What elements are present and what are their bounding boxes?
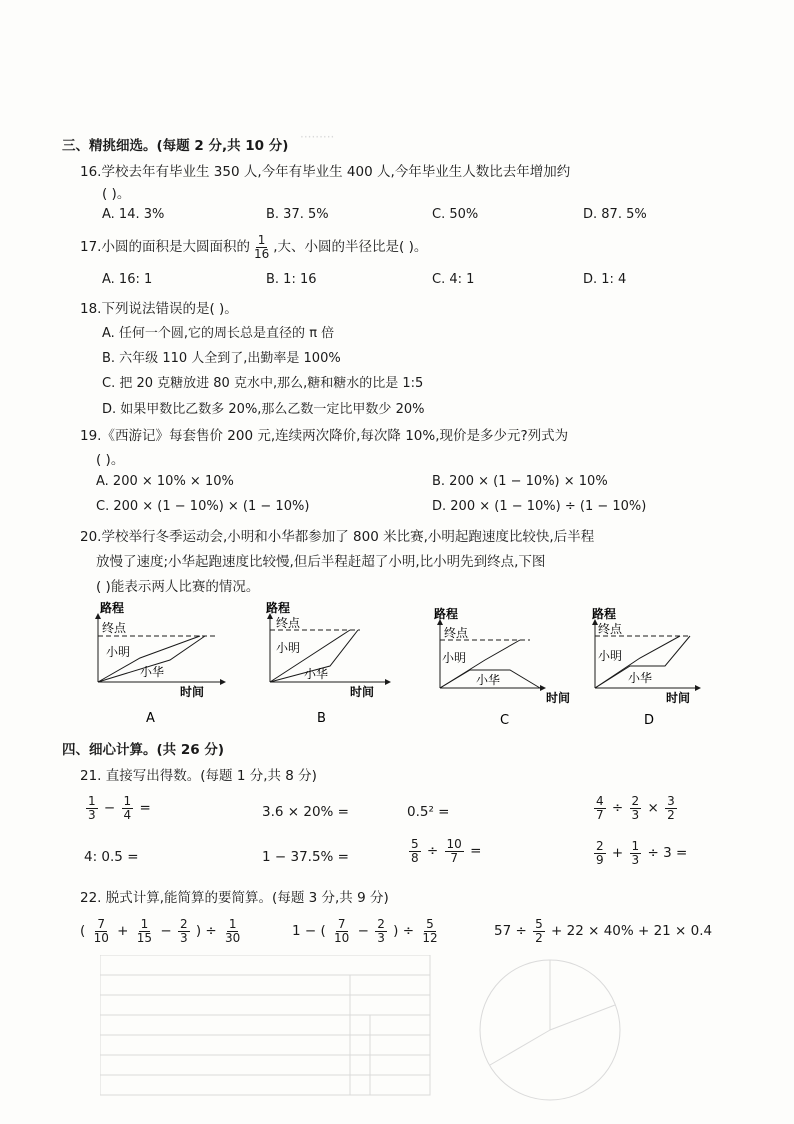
q22-title: 22. 脱式计算,能简算的要简算。(每题 3 分,共 9 分) xyxy=(80,890,389,906)
q22-expr-2: 1 − ( $\frac{7}{10}$ − $\frac{2}{3}$ ) ÷ $\frac{5}{12}$ xyxy=(292,917,438,945)
graph-d-y-label: 路程 xyxy=(592,607,617,621)
q16-stem: 16.学校去年有毕业生 350 人,今年有毕业生 400 人,今年毕业生人数比去年增加约 xyxy=(80,164,571,180)
graph-a-x-label: 时间 xyxy=(180,685,205,699)
q19-option-d: D. 200 × (1 − 10%) ÷ (1 − 10%) xyxy=(432,499,647,514)
q21-expr-3: 0.5² = xyxy=(407,804,450,820)
bleed-text: ········· xyxy=(300,130,335,144)
q17-option-a: A. 16: 1 xyxy=(102,272,153,287)
graph-c-y-label: 路程 xyxy=(434,607,459,621)
graph-c-hua: 小华 xyxy=(476,673,501,687)
graph-b-hua: 小华 xyxy=(304,667,329,681)
graph-a-hua: 小华 xyxy=(140,665,165,679)
graph-d-ming: 小明 xyxy=(598,649,623,663)
graph-c-end: 终点 xyxy=(444,626,469,640)
graph-d-end: 终点 xyxy=(598,622,623,636)
q21-expr-1: $\frac{1}{3}$ − $\frac{1}{4}$ = xyxy=(88,794,151,822)
q17-stem: 17.小圆的面积是大圆面积的 $\frac{1}{16}$ ,大、小圆的半径比是( )。 xyxy=(80,233,428,261)
graph-d-hua: 小华 xyxy=(628,671,653,685)
graph-b-end: 终点 xyxy=(276,616,301,630)
q18-option-c: C. 把 20 克糖放进 80 克水中,那么,糖和糖水的比是 1:5 xyxy=(102,376,424,391)
graph-c-ming: 小明 xyxy=(442,651,467,665)
q22-expr-3: 57 ÷ $\frac{5}{2}$ + 22 × 40% + 21 × 0.4 xyxy=(494,917,713,945)
q19-blank: ( )。 xyxy=(96,452,125,468)
q21-expr-7: $\frac{5}{8}$ ÷ $\frac{10}{7}$ = xyxy=(411,837,482,865)
q22-expr-1: ( $\frac{7}{10}$ + $\frac{1}{15}$ − $\frac{2}{3}$ ) ÷ $\frac{1}{30}$ xyxy=(80,917,241,945)
q16-option-a: A. 14. 3% xyxy=(102,207,165,222)
q20-line3: ( )能表示两人比赛的情况。 xyxy=(96,579,260,595)
bleed-through-graphics xyxy=(100,955,700,1105)
q21-title: 21. 直接写出得数。(每题 1 分,共 8 分) xyxy=(80,768,317,784)
q20-line1: 20.学校举行冬季运动会,小明和小华都参加了 800 米比赛,小明起跑速度比较快,后半程 xyxy=(80,529,595,545)
q19-option-c: C. 200 × (1 − 10%) × (1 − 10%) xyxy=(96,499,310,514)
graph-b-label: B xyxy=(317,711,326,726)
q16-option-c: C. 50% xyxy=(432,207,479,222)
q18-stem: 18.下列说法错误的是( )。 xyxy=(80,301,238,317)
q16-option-d: D. 87. 5% xyxy=(583,207,647,222)
graph-a xyxy=(98,600,225,726)
q21-expr-4: $\frac{4}{7}$ ÷ $\frac{2}{3}$ × $\frac{3}{2}$ xyxy=(596,794,675,822)
graph-d xyxy=(592,606,700,728)
q17-option-c: C. 4: 1 xyxy=(432,272,475,287)
graph-d-x-label: 时间 xyxy=(666,691,691,705)
graph-b xyxy=(266,600,390,726)
graph-c-x-label: 时间 xyxy=(546,691,571,705)
q18-option-b: B. 六年级 110 人全到了,出勤率是 100% xyxy=(102,351,341,366)
graph-a-end: 终点 xyxy=(102,621,127,635)
q21-expr-6: 1 − 37.5% = xyxy=(262,849,349,865)
graph-a-label: A xyxy=(146,711,155,726)
q16-option-b: B. 37. 5% xyxy=(266,207,329,222)
q19-option-a: A. 200 × 10% × 10% xyxy=(96,474,234,489)
graph-b-y-label: 路程 xyxy=(266,601,291,615)
q17-fraction: $\frac{1}{16}$ xyxy=(253,233,270,261)
graph-a-y-label: 路程 xyxy=(100,601,125,615)
q20-graphs xyxy=(40,596,740,736)
graph-c-label: C xyxy=(500,713,510,728)
q17-option-b: B. 1: 16 xyxy=(266,272,317,287)
q21-expr-8: $\frac{2}{9}$ + $\frac{1}{3}$ ÷ 3 = xyxy=(596,839,688,867)
q16-blank: ( )。 xyxy=(102,186,131,202)
q18-option-d: D. 如果甲数比乙数多 20%,那么乙数一定比甲数少 20% xyxy=(102,402,425,417)
q19-stem: 19.《西游记》每套售价 200 元,连续两次降价,每次降 10%,现价是多少元?列式为 xyxy=(80,428,569,444)
section-4-title: 四、细心计算。(共 26 分) xyxy=(62,742,225,758)
q21-expr-2: 3.6 × 20% = xyxy=(262,804,349,820)
graph-c xyxy=(434,606,570,728)
q17-option-d: D. 1: 4 xyxy=(583,272,627,287)
q18-option-a: A. 任何一个圆,它的周长总是直径的 π 倍 xyxy=(102,326,335,341)
section-3-title: 三、精挑细选。(每题 2 分,共 10 分) xyxy=(62,138,289,154)
graph-b-x-label: 时间 xyxy=(350,685,375,699)
graph-a-ming: 小明 xyxy=(106,645,131,659)
graph-b-ming: 小明 xyxy=(276,641,301,655)
q19-option-b: B. 200 × (1 − 10%) × 10% xyxy=(432,474,608,489)
q21-expr-5: 4: 0.5 = xyxy=(84,849,139,865)
q20-line2: 放慢了速度;小华起跑速度比较慢,但后半程赶超了小明,比小明先到终点,下图 xyxy=(96,554,546,570)
graph-d-label: D xyxy=(644,713,655,728)
